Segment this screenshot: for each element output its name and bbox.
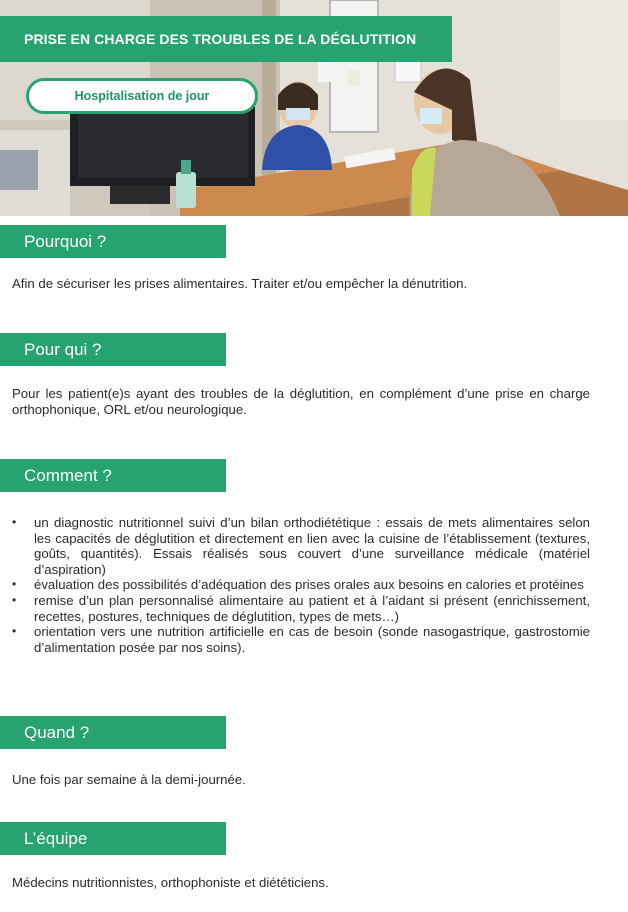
- list-item-text: un diagnostic nutritionnel suivi d’un bilan orthodiététique : essais de mets alimentaires selon les capacités de déglutition et directement en lien avec la cuisine de l’établissement (textures, goûts, quantités). Essais réalisés sous couvert d’une surveillance médicale (matériel d’aspiration): [34, 515, 590, 577]
- section-heading: Pourquoi ?: [24, 231, 107, 251]
- subtitle-label: Hospitalisation de jour: [74, 89, 210, 103]
- hero-photo: [0, 0, 628, 216]
- section-heading: Comment ?: [24, 465, 112, 485]
- section-header-equipe: [0, 822, 226, 855]
- subtitle-pill: [26, 78, 258, 114]
- page-title-banner: [0, 16, 452, 62]
- bullet-icon: •: [12, 592, 17, 607]
- section-text-pour-qui: Pour les patient(e)s ayant des troubles de la déglutition, en complément d’une prise en charge orthophonique, ORL et/ou neurologique.: [12, 386, 590, 417]
- bullet-icon: •: [12, 577, 17, 592]
- page-title: PRISE EN CHARGE DES TROUBLES DE LA DÉGLUTITION: [24, 31, 417, 47]
- comment-bullet-list: [12, 515, 590, 655]
- list-item-text: orientation vers une nutrition artificielle en cas de besoin (sonde nasogastrique, gastrostomie d’alimentation posée par nos soins).: [34, 624, 590, 655]
- section-header-comment: [0, 459, 226, 492]
- section-text-quand: Une fois par semaine à la demi-journée.: [12, 772, 246, 787]
- bullet-icon: •: [12, 624, 17, 639]
- list-item: [12, 624, 590, 655]
- section-header-pour-qui: [0, 333, 226, 366]
- section-header-quand: [0, 716, 226, 749]
- section-header-pourquoi: [0, 225, 226, 258]
- section-text-equipe: Médecins nutritionnistes, orthophoniste et diététiciens.: [12, 875, 329, 890]
- list-item: [12, 515, 590, 577]
- section-text-pourquoi: Afin de sécuriser les prises alimentaires. Traiter et/ou empêcher la dénutrition.: [12, 276, 468, 291]
- section-heading: L’équipe: [24, 828, 88, 848]
- bullet-icon: •: [12, 515, 17, 529]
- list-item-text: remise d’un plan personnalisé alimentaire au patient et à l’aidant si présent (enrichissement, recettes, postures, techniques de déglutition, types de mets…): [34, 592, 590, 624]
- list-item: [12, 593, 590, 624]
- list-item: [12, 577, 590, 593]
- section-heading: Quand ?: [24, 722, 90, 742]
- section-heading: Pour qui ?: [24, 339, 102, 359]
- list-item-text: évaluation des possibilités d’adéquation des prises orales aux besoins en calories et protéines: [34, 577, 584, 593]
